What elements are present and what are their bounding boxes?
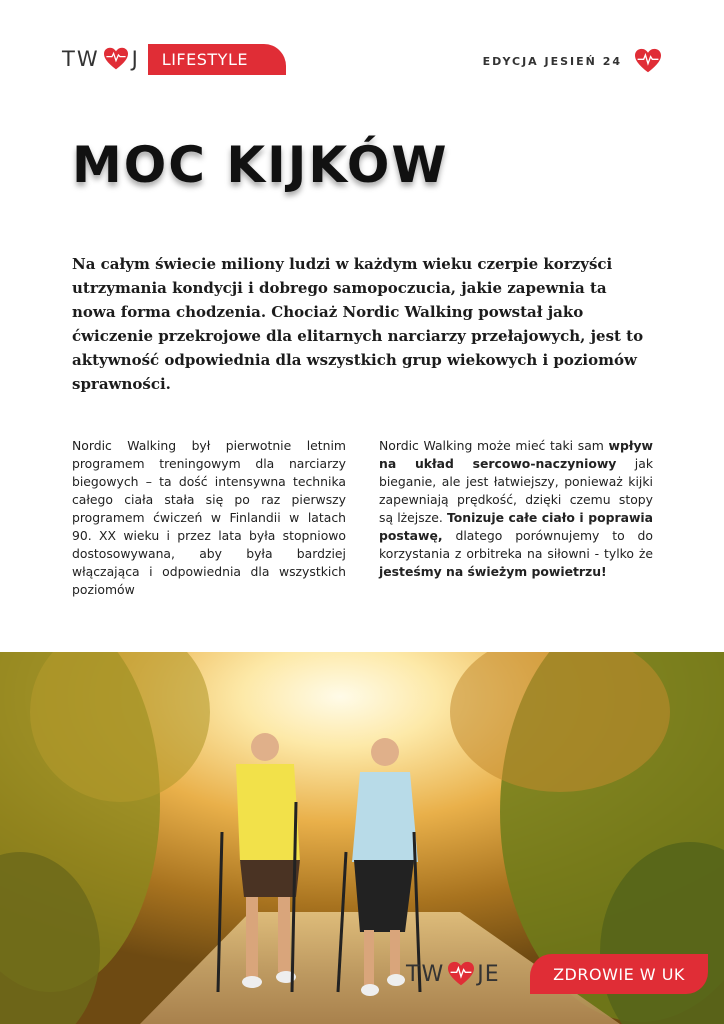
footer-brand-logo[interactable]	[406, 954, 500, 994]
footer-section-badge: ZDROWIE W UK	[530, 954, 708, 994]
brand-text-tw: TW	[62, 47, 100, 71]
text-span: jak bieganie, ale jest łatwiejszy, ponieważ kijki zapewniają prędkość, dzięki czemu stopy są lżejsze.	[379, 456, 653, 525]
body-column-right	[379, 437, 653, 581]
heart-icon	[103, 47, 129, 71]
section-badge: LIFESTYLE	[148, 44, 286, 75]
heart-icon	[447, 961, 475, 987]
bold-span: wpływ na układ sercowo-naczyniowy	[379, 438, 653, 471]
footer-brand-text-tw: TW	[406, 961, 446, 987]
edition-text: EDYCJA JESIEŃ 24	[482, 54, 622, 68]
lead-paragraph: Na całym świecie miliony ludzi w każdym wieku czerpie korzyści utrzymania kondycji i dobrego samopoczucia, jakie zapewnia ta nowa forma chodzenia. Chociaż Nordic Walking powstał jako ćwiczenie przekrojowe dla elitarnych narciarzy przełajowych, jest to aktywność odpowiednia dla wszystkich grup wiekowych i poziomów sprawności.	[72, 255, 644, 393]
brand-text-j: J	[131, 47, 138, 71]
bold-span: jesteśmy na świeżym powietrzu!	[379, 564, 607, 579]
page-title: MOC KIJKÓW	[72, 136, 449, 194]
bold-span: Tonizuje całe ciało i poprawia postawę,	[379, 510, 653, 543]
text-span: dlatego porównujemy to do korzystania z orbitreka na siłowni - tylko że	[379, 528, 653, 561]
footer-brand-text-je: JE	[477, 961, 500, 987]
heart-pulse-icon	[634, 48, 662, 74]
text-span: Nordic Walking może mieć taki sam	[379, 438, 609, 453]
body-column-left: Nordic Walking był pierwotnie letnim programem treningowym dla narciarzy biegowych – ta dość intensywna technika całego ciała stała się po raz pierwszy programem ćwiczeń w Finlandii w latach 90. XX wieku i przez lata była stopniowo dostosowywana, aby była bardziej włączająca i odpowiednia dla wszystkich poziomów	[72, 438, 346, 597]
brand-logo[interactable]	[62, 42, 286, 76]
edition-label	[483, 48, 662, 74]
